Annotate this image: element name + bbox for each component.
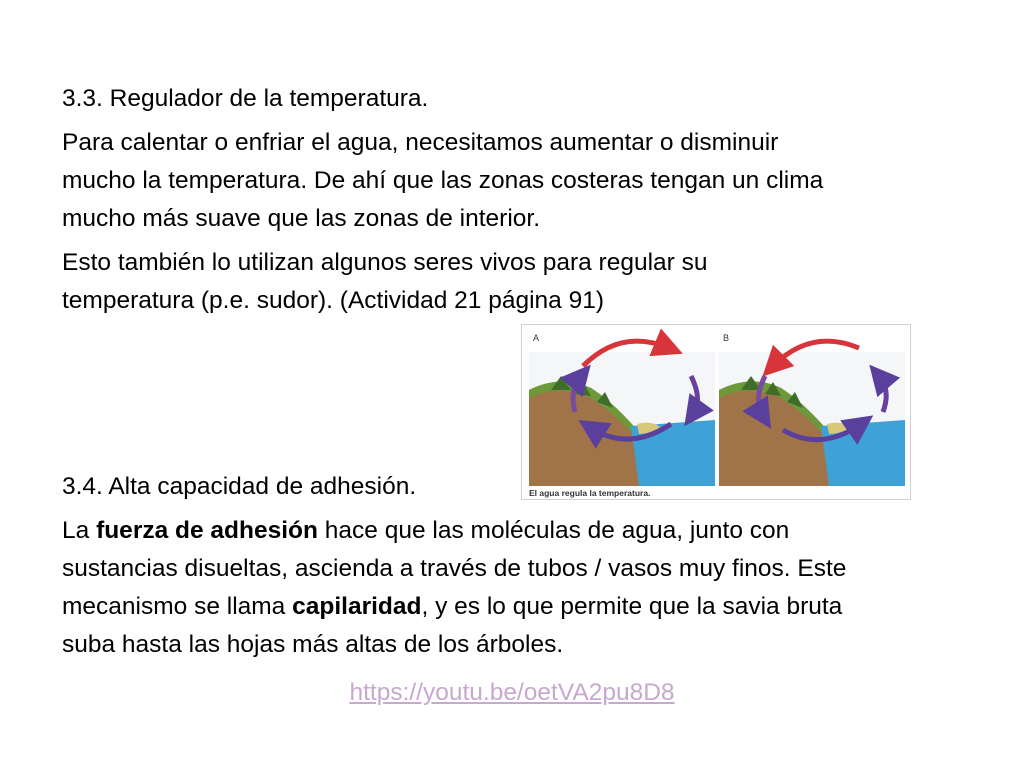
video-link[interactable]: https://youtu.be/oetVA2pu8D8 (349, 679, 675, 706)
water-temperature-figure (521, 324, 911, 500)
bold-term-capillarity: capilaridad (292, 593, 422, 620)
text-line: sustancias disueltas, ascienda a través de tubos / vasos muy finos. Este (62, 555, 847, 582)
text-line: mucho más suave que las zonas de interior. (62, 205, 541, 232)
panel-a-label: A (533, 333, 540, 343)
text-fragment: hace que las moléculas de agua, junto con (317, 517, 790, 544)
text-line: Para calentar o enfriar el agua, necesitamos aumentar o disminuir (62, 129, 779, 156)
text-fragment: mecanismo se llama (62, 593, 293, 620)
text-line: mucho la temperatura. De ahí que las zonas costeras tengan un clima (62, 167, 824, 194)
bold-term-adhesion: fuerza de adhesión (96, 517, 318, 544)
text-line: suba hasta las hojas más altas de los árboles. (62, 631, 564, 658)
text-line: temperatura (p.e. sudor). (Actividad 21 página 91) (62, 287, 605, 314)
paragraph-adhesion (62, 512, 846, 664)
text-line: Esto también lo utilizan algunos seres vivos para regular su (62, 249, 708, 276)
panel-a (529, 333, 715, 486)
paragraph-temperature-regulation (62, 124, 823, 238)
paragraph-living-beings (62, 244, 708, 320)
text-fragment: , y es lo que permite que la savia bruta (421, 593, 843, 620)
panel-b-label: B (723, 333, 730, 343)
section-heading-temperature: 3.3. Regulador de la temperatura. (62, 85, 429, 112)
text-fragment: La (62, 517, 97, 544)
panel-b (719, 333, 905, 486)
section-heading-adhesion: 3.4. Alta capacidad de adhesión. (62, 473, 417, 500)
figure-caption: El agua regula la temperatura. (529, 488, 651, 498)
